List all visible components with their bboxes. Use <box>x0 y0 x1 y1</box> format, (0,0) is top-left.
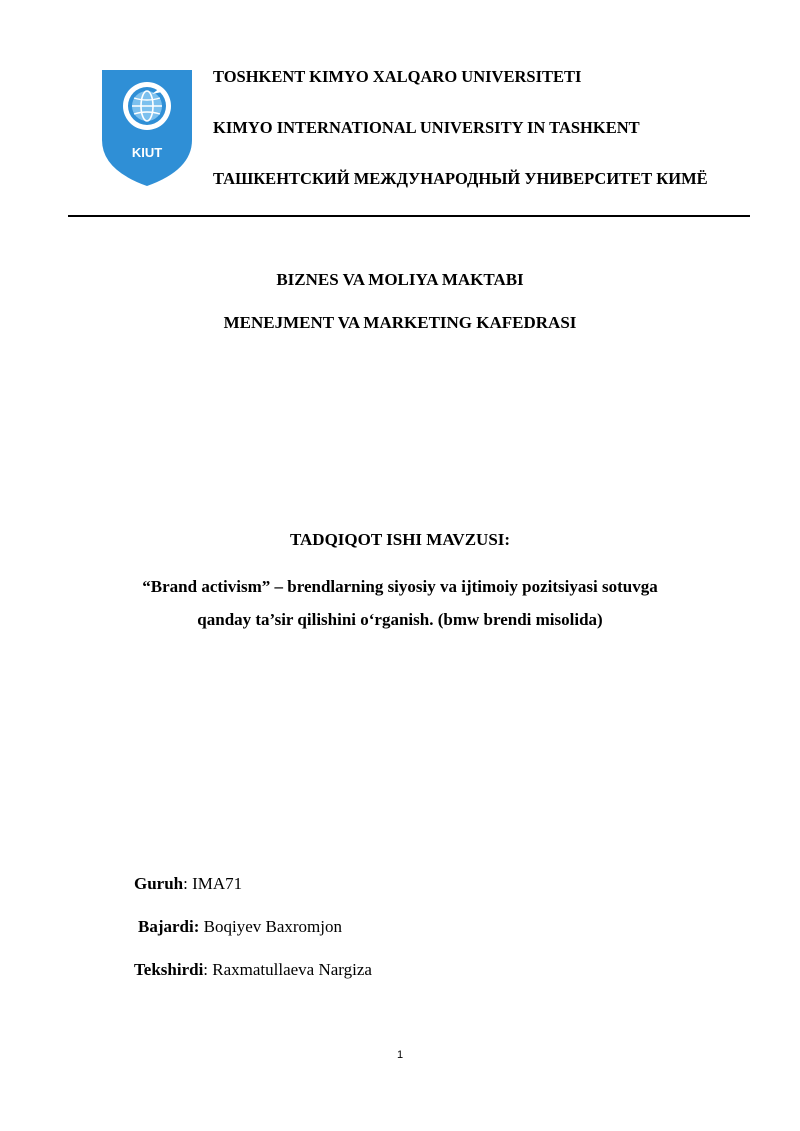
topic-line-2: qanday ta’sir qilishini o‘rganish. (bmw brendi misolida) <box>197 610 603 629</box>
department-name: MENEJMENT VA MARKETING KAFEDRASI <box>223 313 577 332</box>
university-shield-globe-icon <box>102 70 192 186</box>
page-number: 1 <box>396 1049 404 1061</box>
checked-by-field <box>134 959 372 981</box>
checked-by-label: Tekshirdi <box>134 960 204 979</box>
school-name: BIZNES VA MOLIYA MAKTABI <box>276 270 524 289</box>
group-field <box>134 873 242 895</box>
checked-by-value: : Raxmatullaeva Nargiza <box>203 960 372 979</box>
done-by-value: Boqiyev Baxromjon <box>199 917 342 936</box>
logo-text: KIUT <box>131 145 163 160</box>
topic-line-1: “Brand activism” – brendlarning siyosiy va ijtimoiy pozitsiyasi sotuvga <box>142 577 658 596</box>
university-name-uzbek: TOSHKENT KIMYO XALQARO UNIVERSITETI <box>213 67 582 86</box>
group-value: : IMA71 <box>183 874 243 893</box>
topic-title <box>100 570 700 636</box>
university-name-russian: ТАШКЕНТСКИЙ МЕЖДУНАРОДНЫЙ УНИВЕРСИТЕТ КИМЁ <box>213 169 708 188</box>
done-by-label: Bajardi: <box>138 917 200 936</box>
header-divider <box>68 215 750 217</box>
done-by-field <box>138 916 342 938</box>
university-logo <box>102 70 192 186</box>
group-label: Guruh <box>134 874 184 893</box>
topic-heading: TADQIQOT ISHI MAVZUSI: <box>289 530 511 549</box>
university-name-english: KIMYO INTERNATIONAL UNIVERSITY IN TASHKENT <box>213 118 640 137</box>
